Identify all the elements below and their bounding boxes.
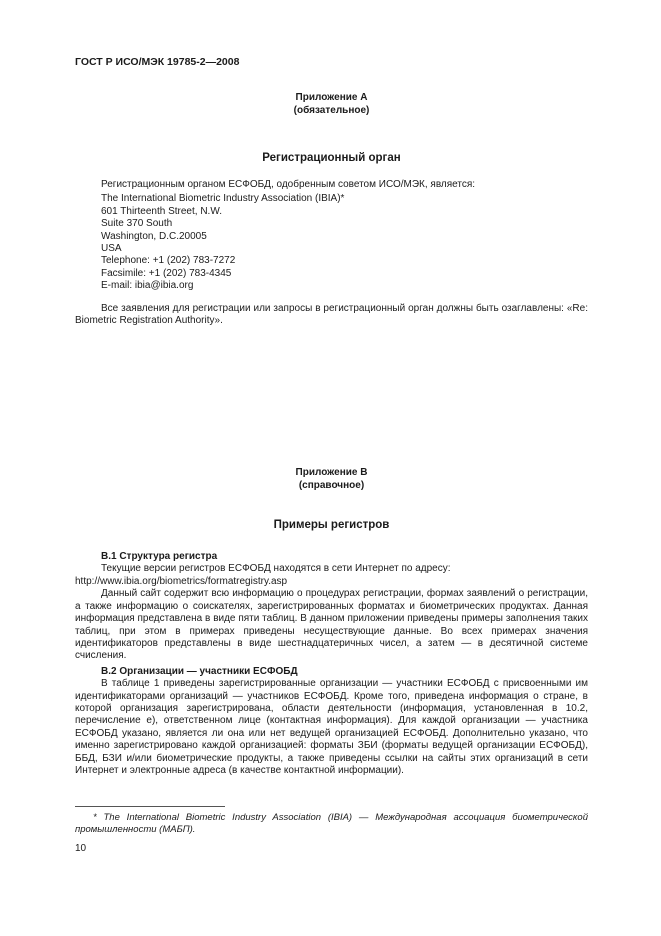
footnote: [75, 806, 588, 836]
annex-b-kind: (справочное): [298, 480, 365, 492]
section-b2-heading: В.2 Организации — участники ЕСФОБД: [101, 665, 298, 677]
annex-b-name: Приложение В: [295, 467, 368, 479]
annex-b-title: Примеры регистров: [273, 518, 390, 531]
section-b1-heading: В.1 Структура регистра: [101, 551, 218, 563]
section-b1-paragraph-body: Данный сайт содержит всю информацию о процедурах регистрации, формах заявлений о регистрации, а также информацию о соискателях, зарегистрированных форматах и биометрических продуктах. Данная информация представлена в виде пяти таблиц. В данном приложении приведены примеры заполнения таких таблиц, при этом в примерах приведены несуществующие данные. Во всех примерах значения идентификаторов представлены в виде шестнадцатеричных чисел, а затем — в десятичной системе счисления.: [75, 588, 588, 662]
address-line: 601 Thirteenth Street, N.W.: [101, 205, 222, 217]
annex-a-note: Все заявления для регистрации или запросы в регистрационный орган должны быть озаглавлены: «Re: Biometric Registration Authority».: [75, 302, 588, 327]
footnote-text: * The International Biometric Industry Association (IBIA) — Международная ассоциация биометрической промышленности (МАБП).: [75, 812, 588, 835]
address-line: The International Biometric Industry Association (IBIA)*: [101, 193, 345, 205]
section-b1-paragraph-intro: Текущие версии регистров ЕСФОБД находятся в сети Интернет по адресу:: [101, 563, 451, 575]
annex-a-kind: (обязательное): [293, 105, 370, 116]
annex-a-label: [75, 92, 588, 117]
registry-url: http://www.ibia.org/biometrics/formatregistry.asp: [75, 575, 288, 587]
annex-a-name: Приложение А: [295, 92, 368, 104]
annex-a-intro: Регистрационным органом ЕСФОБД, одобренным советом ИСО/МЭК, является:: [101, 179, 476, 190]
footnote-divider: [75, 806, 225, 807]
annex-a-title: Регистрационный орган: [262, 151, 401, 164]
address-line: Facsimile: +1 (202) 783-4345: [101, 267, 232, 279]
document-header: ГОСТ Р ИСО/МЭК 19785-2—2008: [75, 56, 240, 68]
address-line: E-mail: ibia@ibia.org: [101, 280, 194, 292]
address-line: Suite 370 South: [101, 218, 173, 230]
page-number: 10: [75, 843, 87, 854]
address-line: Telephone: +1 (202) 783-7272: [101, 255, 236, 267]
address-line: USA: [101, 243, 122, 255]
annex-b-label: [75, 467, 588, 492]
address-line: Washington, D.C.20005: [101, 230, 207, 242]
section-b2-paragraph-body: В таблице 1 приведены зарегистрированные организации — участники ЕСФОБД с присвоенными им идентификаторами организаций — участников ЕСФОБД. Кроме того, приведена информация о стране, в которой организация зарегистрирована, области деятельности (информация, установленная в 10.2, перечисление е), ответственном лице (контактная информация). Для каждой организации — участника ЕСФОБД указано, является ли она или нет ведущей организацией ЕСФОБД. Дополнительно указано, что именно зарегистрировано каждой организацией: форматы ЗБИ (форматы ведущей организации ЕСФОБД), ББД, БЗИ и/или биометрические продукты, а также приведены ссылки на сайты этих организаций в сети Интернет и электронные адреса (в качестве контактной информации).: [75, 678, 588, 776]
registration-authority-address: [75, 193, 588, 292]
